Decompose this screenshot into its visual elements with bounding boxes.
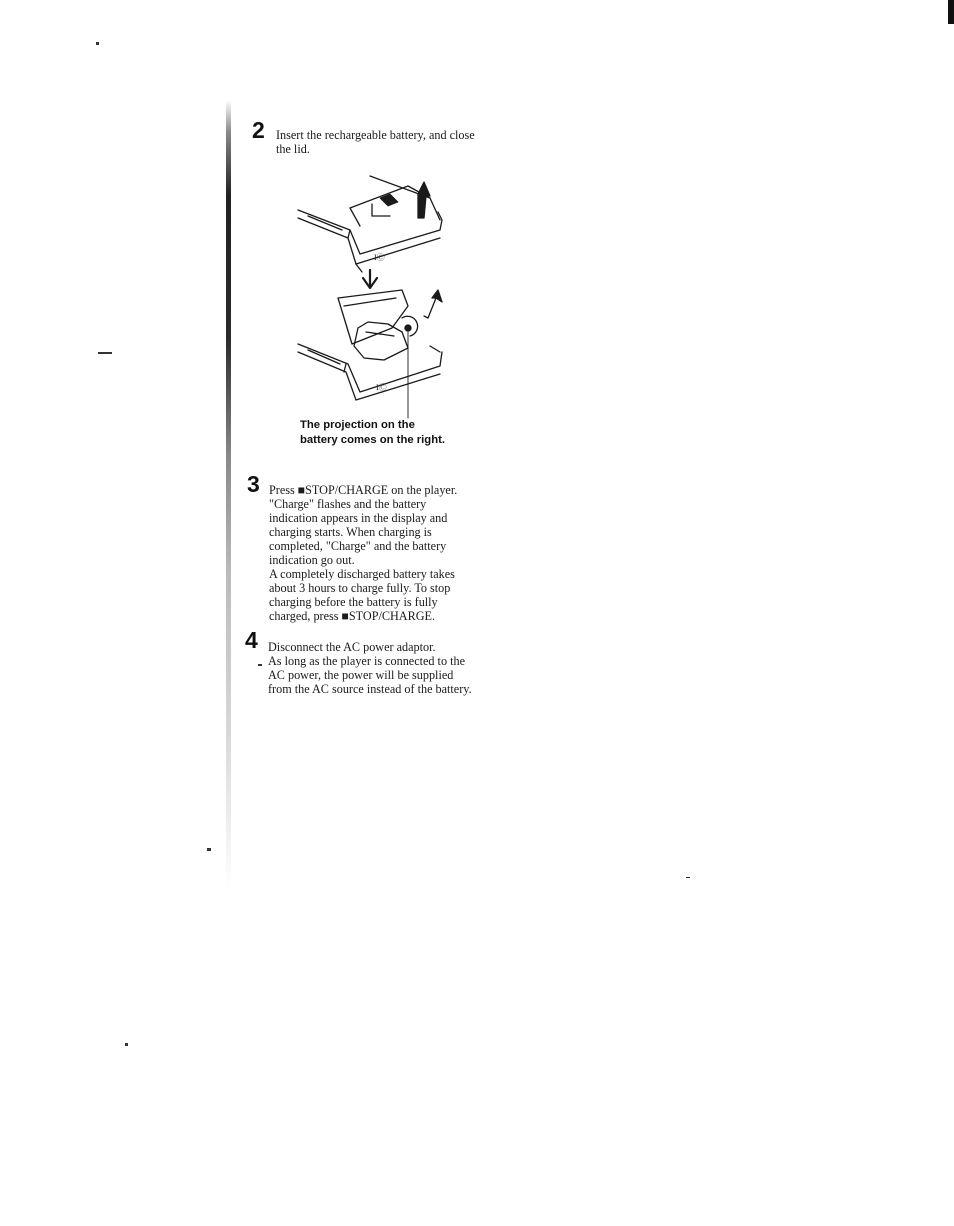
text-line: A completely discharged battery takes [269, 567, 455, 581]
text-line: completed, "Charge" and the battery [269, 539, 447, 553]
text-line: the lid. [276, 142, 310, 156]
caption-line: battery comes on the right. [300, 434, 446, 446]
scan-binding-edge [226, 100, 231, 890]
step-text [276, 128, 475, 156]
step-text [269, 483, 457, 623]
player-open-drawing [298, 290, 442, 400]
caption-line: The projection on the [300, 419, 415, 431]
battery-insertion-illustration [290, 168, 460, 420]
text-line: from the AC source instead of the battery. [268, 682, 472, 696]
scan-speck [207, 848, 211, 851]
illustration-caption [300, 418, 445, 448]
text-line: Insert the rechargeable battery, and close [276, 128, 475, 142]
scan-speck [98, 352, 112, 354]
scan-speck [686, 877, 690, 878]
step-number: 2 [252, 117, 265, 143]
step-number: 3 [247, 471, 260, 497]
text-line: charging starts. When charging is [269, 525, 432, 539]
scan-edge-mark [948, 0, 954, 24]
text-line: indication appears in the display and [269, 511, 448, 525]
text-line: As long as the player is connected to the [268, 654, 465, 668]
svg-text:IⒸ: IⒸ [376, 383, 387, 392]
text-line: "Charge" flashes and the battery [269, 497, 427, 511]
text-line: indication go out. [269, 553, 355, 567]
text-line: about 3 hours to charge fully. To stop [269, 581, 451, 595]
step-text [268, 640, 472, 696]
text-line: charging before the battery is fully [269, 595, 438, 609]
text-line: Disconnect the AC power adaptor. [268, 640, 436, 654]
scan-speck [125, 1043, 128, 1046]
player-closed-drawing [298, 176, 442, 272]
scan-speck [258, 664, 262, 666]
text-line: AC power, the power will be supplied [268, 668, 454, 682]
scan-speck [96, 42, 99, 45]
text-line: Press ■STOP/CHARGE on the player. [269, 483, 458, 497]
step-number: 4 [245, 627, 258, 653]
down-arrow-icon [363, 270, 377, 288]
svg-text:IⒸ: IⒸ [374, 253, 385, 262]
text-line: charged, press ■STOP/CHARGE. [269, 609, 436, 623]
